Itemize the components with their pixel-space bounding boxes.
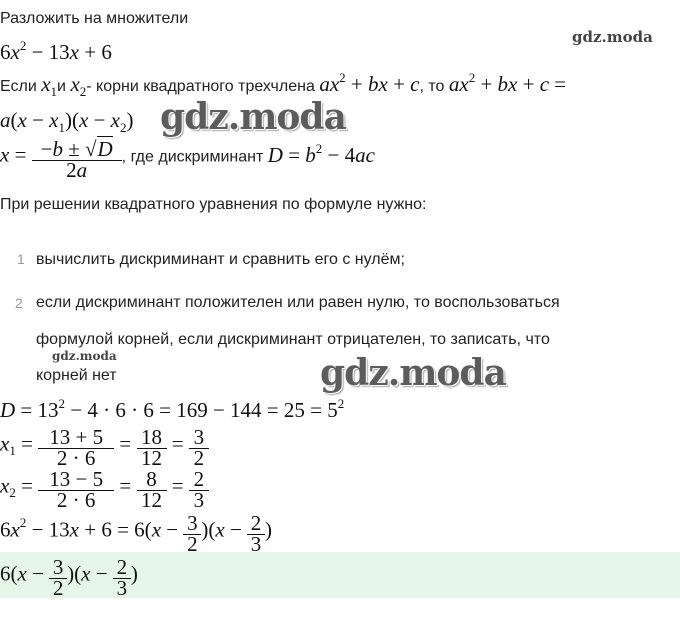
quadratic-formula: x = $\frac{-b \pm √D}{2a}$ , где дискриминант $D = b^2 - 4ac$ bbox=[0, 137, 375, 177]
step-2-text-line-1: если дискриминант положителен или равен нулю, то воспользоваться bbox=[36, 294, 560, 311]
root-x1: $x_1$ = $\frac{13 + 5}{2 \cdot 6}$ = $\frac{18}{12}$ = $\frac{3}{2}$ bbox=[0, 426, 209, 465]
final-answer: 6(x − $\frac{3}{2}$ )(x − $\frac{2}{3}$ ) bbox=[0, 555, 138, 595]
discriminant-computation: $D = 13^2 - 4 \cdot 6 \cdot 6 = 169 - 144 = 25 = 5^2$ bbox=[0, 396, 345, 422]
step-2-number: 2 bbox=[15, 295, 23, 311]
task-expression: $6x^2 - 13x + 6$ bbox=[0, 38, 112, 64]
watermark-small-top: gdz.moda bbox=[572, 28, 653, 46]
method-intro: При решении квадратного уравнения по формуле нужно: bbox=[0, 196, 427, 213]
step-2-text-line-3: корней нет bbox=[36, 367, 117, 384]
watermark-big-1: gdz.moda bbox=[160, 96, 346, 138]
task-title: Разложить на множители bbox=[0, 10, 189, 27]
theory-line-1: Если $x_1и$ $x_2-$ корни квадратного трехчлена $ax^2$ + bx + c, то $ax^2$ + bx + c = bbox=[0, 70, 567, 99]
theory-factor-formula: $a(x - x_1)(x - x_2)$ bbox=[0, 108, 134, 135]
factored-equation: $6x^2 - 13x + 6 = 6(x$ − $\frac{3}{2}$ )(x − $\frac{2}{3}$ ) bbox=[0, 511, 273, 551]
watermark-big-2: gdz.moda bbox=[320, 352, 506, 394]
root-x2: $x_2$ = $\frac{13 - 5}{2 \cdot 6}$ = $\frac{8}{12}$ = $\frac{2}{3}$ bbox=[0, 468, 209, 507]
watermark-small-mid: gdz.moda bbox=[52, 349, 117, 363]
step-1-number: 1 bbox=[17, 251, 25, 267]
step-1-text: вычислить дискриминант и сравнить его с нулём; bbox=[36, 251, 405, 268]
step-2-text-line-2: формулой корней, если дискриминант отрицателен, то записать, что bbox=[36, 331, 550, 348]
